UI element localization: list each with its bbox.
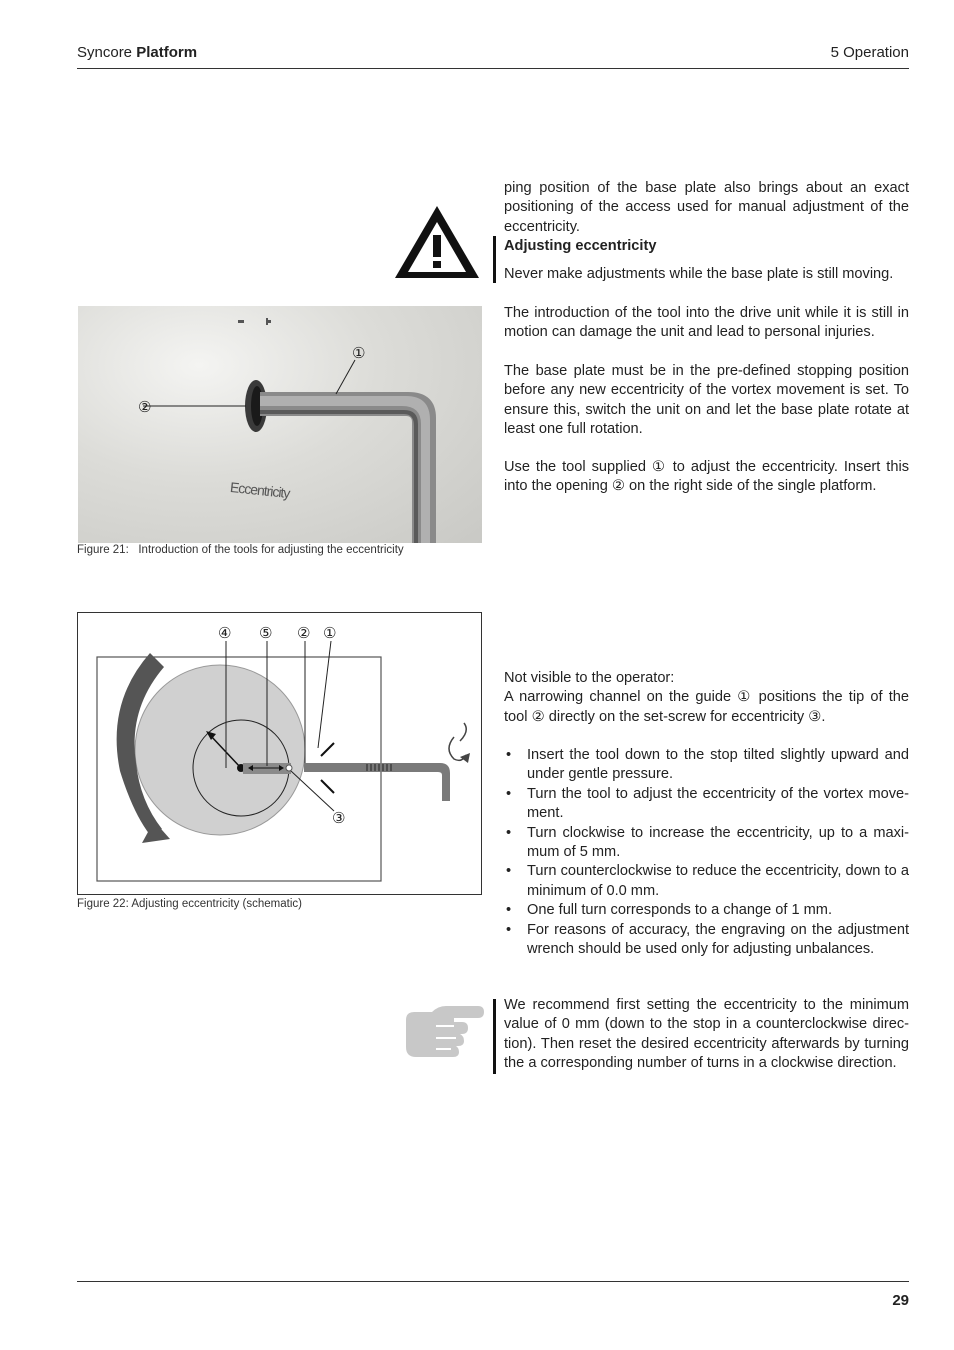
figure21-caption: Figure 21: Introduction of the tools for adjusting the eccentricity [77, 544, 404, 556]
figure22-caption: Figure 22: Adjusting eccentricity (schematic) [77, 898, 302, 910]
figure21-photo [78, 306, 482, 543]
instructions-list [504, 746, 909, 959]
figure22-diagram [77, 612, 482, 895]
figure22-label-3: ③ [332, 810, 346, 827]
engraving-text: Eccentricity [229, 478, 291, 502]
product-prefix: Syncore [77, 44, 133, 61]
warning-icon [391, 200, 483, 282]
list-item: • One full turn corresponds to a change of 1 mm. [504, 901, 909, 920]
figure21-label-opening: ② [138, 399, 152, 416]
list-item: • For reasons of accuracy, the engraving on the adjustment wrench should be used only for adjusting unbalances. [504, 921, 909, 960]
list-item: • Turn clockwise to increase the eccentricity, up to a maxi-mum of 5 mm. [504, 824, 909, 863]
instructions-intro [504, 669, 909, 727]
pointing-hand-icon [402, 1004, 484, 1058]
figure22-label-2: ② [297, 625, 311, 642]
paragraph-tool-use: Use the tool supplied ① to adjust the eccentricity. Insert this into the opening ② on the right side of the single platform. [504, 459, 909, 495]
note-text: We recommend first setting the eccentricity to the minimum value of 0 mm (down to the stop in a counterclockwise direc-tion). Then reset the desired eccentricity afterwards by turning the a corresponding number of turns in a clockwise direction. [504, 997, 909, 1072]
page-number: 29 [892, 1292, 909, 1309]
instructions-list-wrap [504, 746, 909, 959]
paragraph-stop-position: The base plate must be in the pre-defined stopping position before any new eccentricity of the vortex movement is set. To ensure this, switch the unit on and let the base plate rotate at least one full rotation. [504, 363, 909, 438]
figure22-label-5: ⑤ [259, 625, 273, 642]
header-chapter: 5 Operation [830, 44, 909, 61]
section-heading: Adjusting eccentricity [504, 238, 657, 254]
header-rule [77, 68, 909, 69]
product-name: Platform [136, 44, 198, 61]
list-item: • Insert the tool down to the stop tilted slightly upward and under gentle pressure. [504, 746, 909, 785]
figure22-label-4: ④ [218, 625, 232, 642]
list-item: • Turn the tool to adjust the eccentricity of the vortex move-ment. [504, 785, 909, 824]
figure22-label-1: ① [323, 625, 337, 642]
note-bar [493, 999, 496, 1074]
header-product [77, 44, 197, 61]
list-item: • Turn counterclockwise to reduce the eccentricity, down to a minimum of 0.0 mm. [504, 862, 909, 901]
footer-rule [77, 1281, 909, 1282]
instructions-intro-line2: A narrowing channel on the guide ① positions the tip of the tool ② directly on the set-screw for eccentricity ③. [504, 689, 909, 725]
instructions-intro-line1: Not visible to the operator: [504, 670, 675, 686]
warning-bar [493, 236, 496, 283]
intro-paragraph: ping position of the base plate also brings about an exact positioning of the access used for manual adjustment of the eccentricity. [504, 180, 909, 235]
figure21-label-tool: ① [352, 345, 366, 362]
paragraph-injury: The introduction of the tool into the drive unit while it is still in motion can damage the unit and lead to personal injuries. [504, 305, 909, 341]
warning-text: Never make adjustments while the base plate is still moving. [504, 266, 894, 282]
